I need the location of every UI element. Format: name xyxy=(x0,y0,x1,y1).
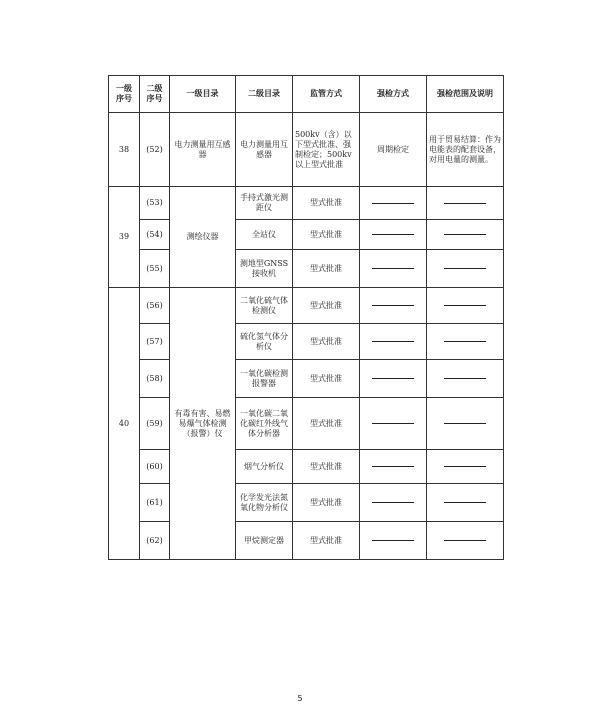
header-inspection-scope: 强检范围及说明 xyxy=(427,76,504,113)
dash-line xyxy=(444,423,486,424)
header-level2-catalog: 二级目录 xyxy=(236,76,293,113)
table-row xyxy=(109,484,504,522)
scope-cell xyxy=(427,450,504,484)
supervision-cell: 型式批准 xyxy=(293,360,360,398)
scope-cell xyxy=(427,484,504,522)
method-cell xyxy=(360,187,427,220)
supervision-cell: 型式批准 xyxy=(293,484,360,522)
method-cell xyxy=(360,484,427,522)
header-inspection-method: 强检方式 xyxy=(360,76,427,113)
dash-line xyxy=(372,305,414,306)
scope-cell xyxy=(427,220,504,250)
level2-catalog: 一氧化碳检测报警器 xyxy=(236,360,293,398)
level2-catalog: 电力测量用互感器 xyxy=(236,113,293,187)
supervision-cell: 型式批准 xyxy=(293,250,360,288)
dash-line xyxy=(444,305,486,306)
level1-seq: 39 xyxy=(109,187,140,288)
method-cell: 周期检定 xyxy=(360,113,427,187)
dash-line xyxy=(444,341,486,342)
scope-cell xyxy=(427,187,504,220)
method-cell xyxy=(360,360,427,398)
catalog-table xyxy=(108,75,504,560)
supervision-cell: 型式批准 xyxy=(293,187,360,220)
dash-line xyxy=(372,540,414,541)
level1-catalog: 有毒有害、易燃易爆气体检测（报警）仪 xyxy=(170,288,236,560)
dash-line xyxy=(372,341,414,342)
method-cell xyxy=(360,288,427,324)
table-row xyxy=(109,398,504,450)
dash-line xyxy=(444,466,486,467)
level2-seq: (52) xyxy=(140,113,170,187)
supervision-cell: 500kv（含）以下型式批准、强制检定；500kv以上型式批准 xyxy=(293,113,360,187)
scope-cell xyxy=(427,398,504,450)
level2-seq: (54) xyxy=(140,220,170,250)
dash-line xyxy=(444,234,486,235)
table-row xyxy=(109,360,504,398)
dash-line xyxy=(372,466,414,467)
dash-line xyxy=(372,423,414,424)
supervision-cell: 型式批准 xyxy=(293,522,360,560)
dash-line xyxy=(372,502,414,503)
level1-catalog: 测绘仪器 xyxy=(170,187,236,288)
dash-line xyxy=(444,378,486,379)
supervision-cell: 型式批准 xyxy=(293,450,360,484)
level2-seq: (56) xyxy=(140,288,170,324)
dash-line xyxy=(372,203,414,204)
level2-catalog: 硫化氢气体分析仪 xyxy=(236,324,293,360)
scope-cell xyxy=(427,324,504,360)
level2-seq: (59) xyxy=(140,398,170,450)
dash-line xyxy=(372,378,414,379)
header-supervision: 监管方式 xyxy=(293,76,360,113)
level2-catalog: 一氧化碳二氧化碳红外线气体分析器 xyxy=(236,398,293,450)
level2-seq: (61) xyxy=(140,484,170,522)
scope-cell xyxy=(427,250,504,288)
header-level1-seq: 一级 序号 xyxy=(109,76,140,113)
level2-catalog: 化学发光法氮氧化物分析仪 xyxy=(236,484,293,522)
scope-cell xyxy=(427,522,504,560)
table-row xyxy=(109,450,504,484)
level2-seq: (60) xyxy=(140,450,170,484)
method-cell xyxy=(360,450,427,484)
scope-cell xyxy=(427,288,504,324)
level1-seq: 38 xyxy=(109,113,140,187)
table-row xyxy=(109,250,504,288)
method-cell xyxy=(360,522,427,560)
table-row xyxy=(109,220,504,250)
header-level2-seq: 二级 序号 xyxy=(140,76,170,113)
table-row xyxy=(109,113,504,187)
header-level1-catalog: 一级目录 xyxy=(170,76,236,113)
dash-line xyxy=(444,268,486,269)
level2-catalog: 二氧化硫气体检测仪 xyxy=(236,288,293,324)
level2-seq: (53) xyxy=(140,187,170,220)
supervision-cell: 型式批准 xyxy=(293,220,360,250)
dash-line xyxy=(444,502,486,503)
dash-line xyxy=(444,540,486,541)
table-row xyxy=(109,187,504,220)
method-cell xyxy=(360,324,427,360)
method-cell xyxy=(360,220,427,250)
level2-catalog: 测地型GNSS接收机 xyxy=(236,250,293,288)
supervision-cell: 型式批准 xyxy=(293,324,360,360)
header-row xyxy=(109,76,504,113)
level2-seq: (57) xyxy=(140,324,170,360)
table-row xyxy=(109,522,504,560)
dash-line xyxy=(444,203,486,204)
method-cell xyxy=(360,398,427,450)
level2-catalog: 烟气分析仪 xyxy=(236,450,293,484)
page-number: 5 xyxy=(297,694,303,703)
supervision-cell: 型式批准 xyxy=(293,288,360,324)
level2-catalog: 甲烷测定器 xyxy=(236,522,293,560)
scope-cell xyxy=(427,360,504,398)
supervision-cell: 型式批准 xyxy=(293,398,360,450)
level1-seq: 40 xyxy=(109,288,140,560)
scope-cell: 用于贸易结算：作为电能表的配套设备，对用电量的测量。 xyxy=(427,113,504,187)
dash-line xyxy=(372,268,414,269)
level2-catalog: 手持式激光测距仪 xyxy=(236,187,293,220)
method-cell xyxy=(360,250,427,288)
level2-seq: (55) xyxy=(140,250,170,288)
dash-line xyxy=(372,234,414,235)
level1-catalog: 电力测量用互感器 xyxy=(170,113,236,187)
table-row xyxy=(109,324,504,360)
level2-seq: (62) xyxy=(140,522,170,560)
level2-seq: (58) xyxy=(140,360,170,398)
table-row xyxy=(109,288,504,324)
level2-catalog: 全站仪 xyxy=(236,220,293,250)
